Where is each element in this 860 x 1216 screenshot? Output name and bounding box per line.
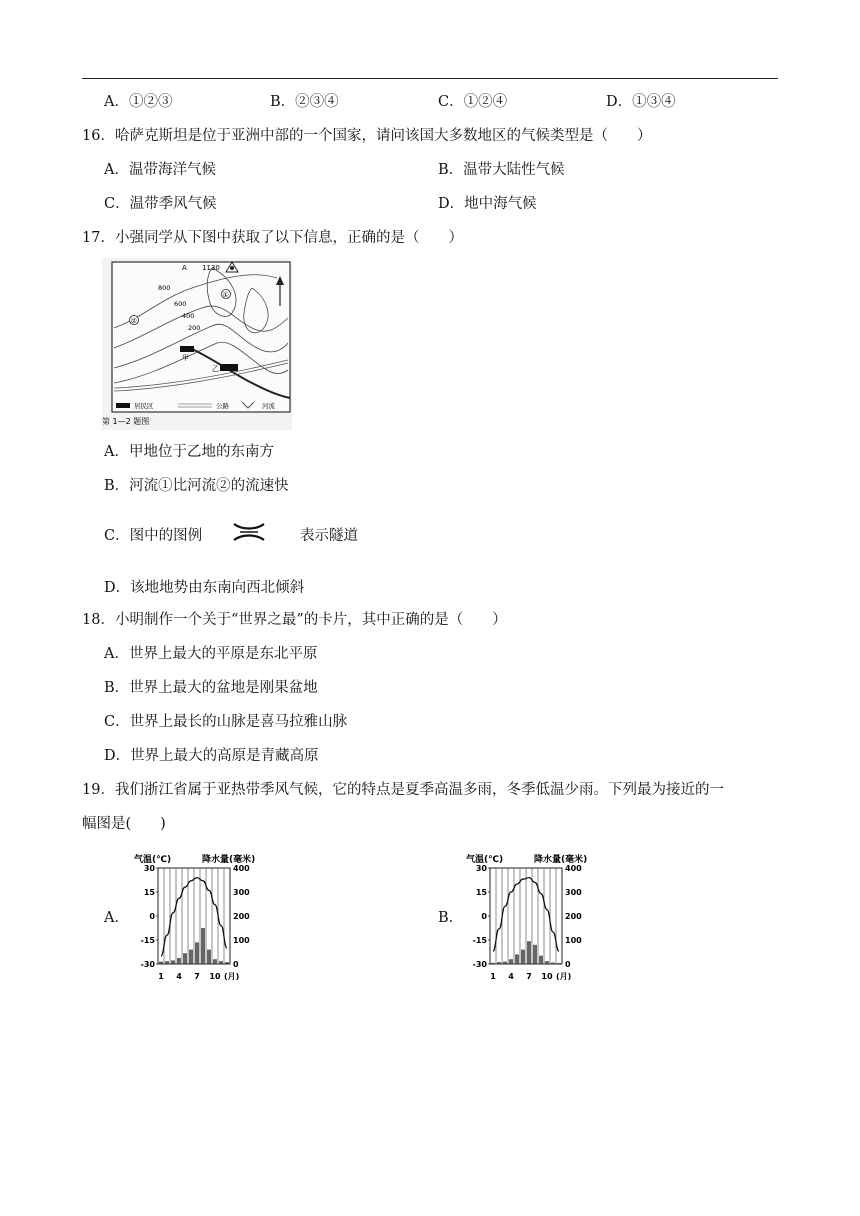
chart-a-y-left-tick: 0 <box>149 912 155 921</box>
chart-b-temp-label: 气温(℃) <box>466 855 504 865</box>
chart-b-precip-bar <box>545 961 549 964</box>
chart-a-y-left-tick: 30 <box>143 864 155 873</box>
map-caption: 第 1—2 题图 <box>102 417 150 426</box>
chart-a-x-tick: 1 <box>158 972 164 981</box>
q19-option-a-label[interactable]: A． <box>104 910 129 926</box>
chart-b-y-left-tick: 30 <box>475 864 487 873</box>
chart-a-x-tick: 4 <box>176 972 182 981</box>
q19-stem-line2: 幅图是( ) <box>82 816 166 832</box>
q18-option-b[interactable]: B．世界上最大的盆地是刚果盆地 <box>104 680 318 696</box>
chart-a-temp-label: 气温(℃) <box>134 855 172 865</box>
chart-a-y-right-tick: 400 <box>233 864 250 873</box>
q18-option-c[interactable]: C．世界上最长的山脉是喜马拉雅山脉 <box>104 714 348 730</box>
chart-a-precip-label: 降水量(毫米) <box>202 855 256 865</box>
chart-b-precip-bar <box>539 956 543 964</box>
legend-road: 公路 <box>216 402 229 410</box>
settlement-jia <box>180 346 194 352</box>
climate-chart-a <box>132 850 282 986</box>
q16-option-b[interactable]: B．温带大陆性气候 <box>438 162 565 178</box>
legend-river: 河流 <box>262 402 275 410</box>
chart-a-precip-bar <box>225 962 229 964</box>
chart-a-precip-bar <box>189 950 193 964</box>
map-place-jia: 甲 <box>182 354 189 362</box>
q17-option-a[interactable]: A．甲地位于乙地的东南方 <box>104 444 274 460</box>
chart-b-precip-bar <box>497 962 501 964</box>
chart-a-precip-bar <box>171 960 175 964</box>
chart-b-y-right-tick: 200 <box>565 912 582 921</box>
chart-b-y-left-tick: 0 <box>481 912 487 921</box>
chart-a-precip-bar <box>219 961 223 964</box>
q16-option-a[interactable]: A．温带海洋气候 <box>104 162 216 178</box>
q15-option-a[interactable]: A．①②③ <box>104 94 173 110</box>
q15-option-b[interactable]: B．②③④ <box>270 94 339 110</box>
topographic-map <box>102 258 292 430</box>
q17-option-d[interactable]: D．该地地势由东南向西北倾斜 <box>104 580 305 596</box>
chart-a-x-tick: 10 <box>209 972 221 981</box>
chart-a-precip-bar <box>165 961 169 964</box>
q17-option-c-suffix: 表示隧道 <box>300 528 358 544</box>
tunnel-symbol-icon <box>232 520 266 544</box>
chart-b-precip-bar <box>515 954 519 964</box>
chart-b-precip-bar <box>551 963 555 964</box>
contour-label-800: 800 <box>158 284 171 292</box>
chart-b-y-right-tick: 100 <box>565 936 582 945</box>
q17-stem: 17．小强同学从下图中获取了以下信息，正确的是（ ） <box>82 230 463 246</box>
map-river-1: ① <box>222 291 229 299</box>
chart-a-y-right-tick: 100 <box>233 936 250 945</box>
chart-a-precip-bar <box>177 958 181 964</box>
chart-b-precip-label: 降水量(毫米) <box>534 855 588 865</box>
chart-b-precip-bar <box>533 945 537 964</box>
q16-option-d[interactable]: D．地中海气候 <box>438 196 537 212</box>
chart-a-y-right-tick: 200 <box>233 912 250 921</box>
settlement-yi <box>220 364 238 371</box>
chart-b-x-tick: 1 <box>490 972 496 981</box>
climate-chart-b <box>464 850 614 986</box>
q19-stem-line1: 19．我们浙江省属于亚热带季风气候，它的特点是夏季高温多雨，冬季低温少雨。下列最为接近的一 <box>82 782 724 798</box>
chart-b-precip-bar <box>491 963 495 964</box>
chart-a-precip-bar <box>183 953 187 964</box>
chart-a-precip-bar <box>201 928 205 964</box>
legend-settlement: 居民区 <box>134 402 154 410</box>
chart-a-precip-bar <box>207 950 211 964</box>
chart-b-precip-bar <box>527 941 531 964</box>
chart-a-month-unit: (月) <box>224 972 240 981</box>
q16-stem: 16．哈萨克斯坦是位于亚洲中部的一个国家，请问该国大多数地区的气候类型是（ ） <box>82 128 652 144</box>
q18-option-a[interactable]: A．世界上最大的平原是东北平原 <box>104 646 318 662</box>
header-rule <box>82 78 778 79</box>
q19-option-b-label[interactable]: B． <box>438 910 464 926</box>
chart-b-y-right-tick: 0 <box>565 960 571 969</box>
q17-option-b[interactable]: B．河流①比河流②的流速快 <box>104 478 289 494</box>
q15-option-c[interactable]: C．①②④ <box>438 94 508 110</box>
q17-option-c-prefix[interactable]: C．图中的图例 <box>104 528 203 544</box>
chart-a-precip-bar <box>213 959 217 964</box>
chart-b-y-left-tick: -15 <box>472 936 487 945</box>
chart-b-y-right-tick: 300 <box>565 888 582 897</box>
chart-b-y-right-tick: 400 <box>565 864 582 873</box>
contour-label-400: 400 <box>182 312 195 320</box>
chart-b-precip-bar <box>557 963 561 964</box>
q18-stem: 18．小明制作一个关于“世界之最”的卡片，其中正确的是（ ） <box>82 612 507 628</box>
contour-label-200: 200 <box>188 324 201 332</box>
chart-a-y-right-tick: 0 <box>233 960 239 969</box>
chart-b-precip-bar <box>503 962 507 964</box>
chart-a-y-right-tick: 300 <box>233 888 250 897</box>
chart-b-y-left-tick: 15 <box>475 888 487 897</box>
chart-b-precip-bar <box>509 959 513 964</box>
chart-b-x-tick: 10 <box>541 972 553 981</box>
q15-option-d[interactable]: D．①③④ <box>606 94 676 110</box>
chart-b-y-left-tick: -30 <box>472 960 487 969</box>
map-peak-label: 1130 <box>202 264 220 272</box>
map-place-yi: 乙 <box>212 365 219 373</box>
map-point-a: A <box>182 264 187 272</box>
map-river-2: ② <box>130 317 137 325</box>
q18-option-d[interactable]: D．世界上最大的高原是青藏高原 <box>104 748 319 764</box>
chart-b-month-unit: (月) <box>556 972 572 981</box>
chart-b-precip-bar <box>521 950 525 964</box>
chart-a-y-left-tick: 15 <box>143 888 155 897</box>
chart-a-y-left-tick: -15 <box>140 936 155 945</box>
chart-a-precip-bar <box>195 942 199 964</box>
chart-a-x-tick: 7 <box>194 972 200 981</box>
chart-b-x-tick: 7 <box>526 972 532 981</box>
chart-a-y-left-tick: -30 <box>140 960 155 969</box>
chart-b-x-tick: 4 <box>508 972 514 981</box>
q16-option-c[interactable]: C．温带季风气候 <box>104 196 217 212</box>
chart-a-precip-bar <box>159 962 163 964</box>
contour-label-600: 600 <box>174 300 187 308</box>
